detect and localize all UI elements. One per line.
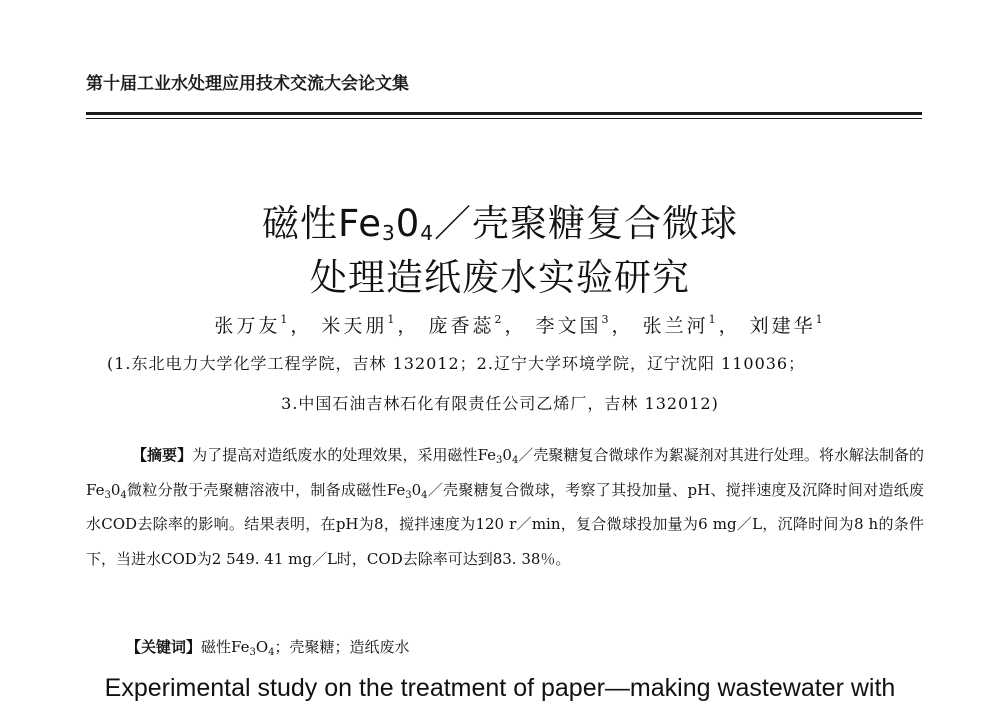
header-rule-thin	[86, 118, 922, 119]
author-name: 刘建华	[749, 315, 816, 337]
keywords: 【关键词】磁性$Fe_3O_4$；壳聚糖；造纸废水	[126, 638, 410, 658]
author-list: 张万友$^1$， 米天朋$^1$， 庞香蕊$^2$， 李文国$^3$， 张兰河$^1$， 刘建华$^1$	[214, 313, 826, 337]
author-name: 张万友	[214, 315, 281, 337]
affiliation-line2: 3.中国石油吉林石化有限责任公司乙烯厂，吉林 132012)	[281, 394, 719, 413]
author-name: 李文国	[535, 315, 602, 337]
author-name: 米天朋	[321, 315, 388, 337]
affiliation-line1: (1.东北电力大学化学工程学院，吉林 132012；2.辽宁大学环境学院，辽宁沈阳 110036；	[107, 354, 806, 373]
author-name: 庞香蕊	[428, 315, 495, 337]
paper-title-line2: 处理造纸废水实验研究	[310, 256, 690, 299]
author-name: 张兰河	[642, 315, 709, 337]
header-rule-thick	[86, 112, 922, 115]
abstract-label: 【摘要】	[132, 446, 193, 464]
keywords-label: 【关键词】	[126, 638, 202, 656]
running-header: 第十届工业水处理应用技术交流大会论文集	[86, 74, 409, 94]
english-title: Experimental study on the treatment of paper—making wastewater with	[104, 674, 896, 702]
paper-title-line1: 磁性$Fe_30_4/$壳聚糖复合微球	[261, 202, 739, 245]
abstract: 【摘要】为了提高对造纸废水的处理效果，采用磁性$Fe_30_4/$壳聚糖复合微球作为絮凝剂对其进行处理。将水解法制备的$Fe_30_4$微粒分散于壳聚糖溶液中，制备成磁性$Fe_30_4/$壳聚糖复合微球，考察了其投加量、pH、搅拌速度及沉降时间对造纸废水COD去除率的影响。结果表明，在pH为8，搅拌速度为120 r／min，复合微球投加量为6 mg／L，沉降时间为8 h的条件下，当进水COD为2 549. 41 mg／L时，COD去除率可达到83. 38％。	[86, 446, 925, 568]
